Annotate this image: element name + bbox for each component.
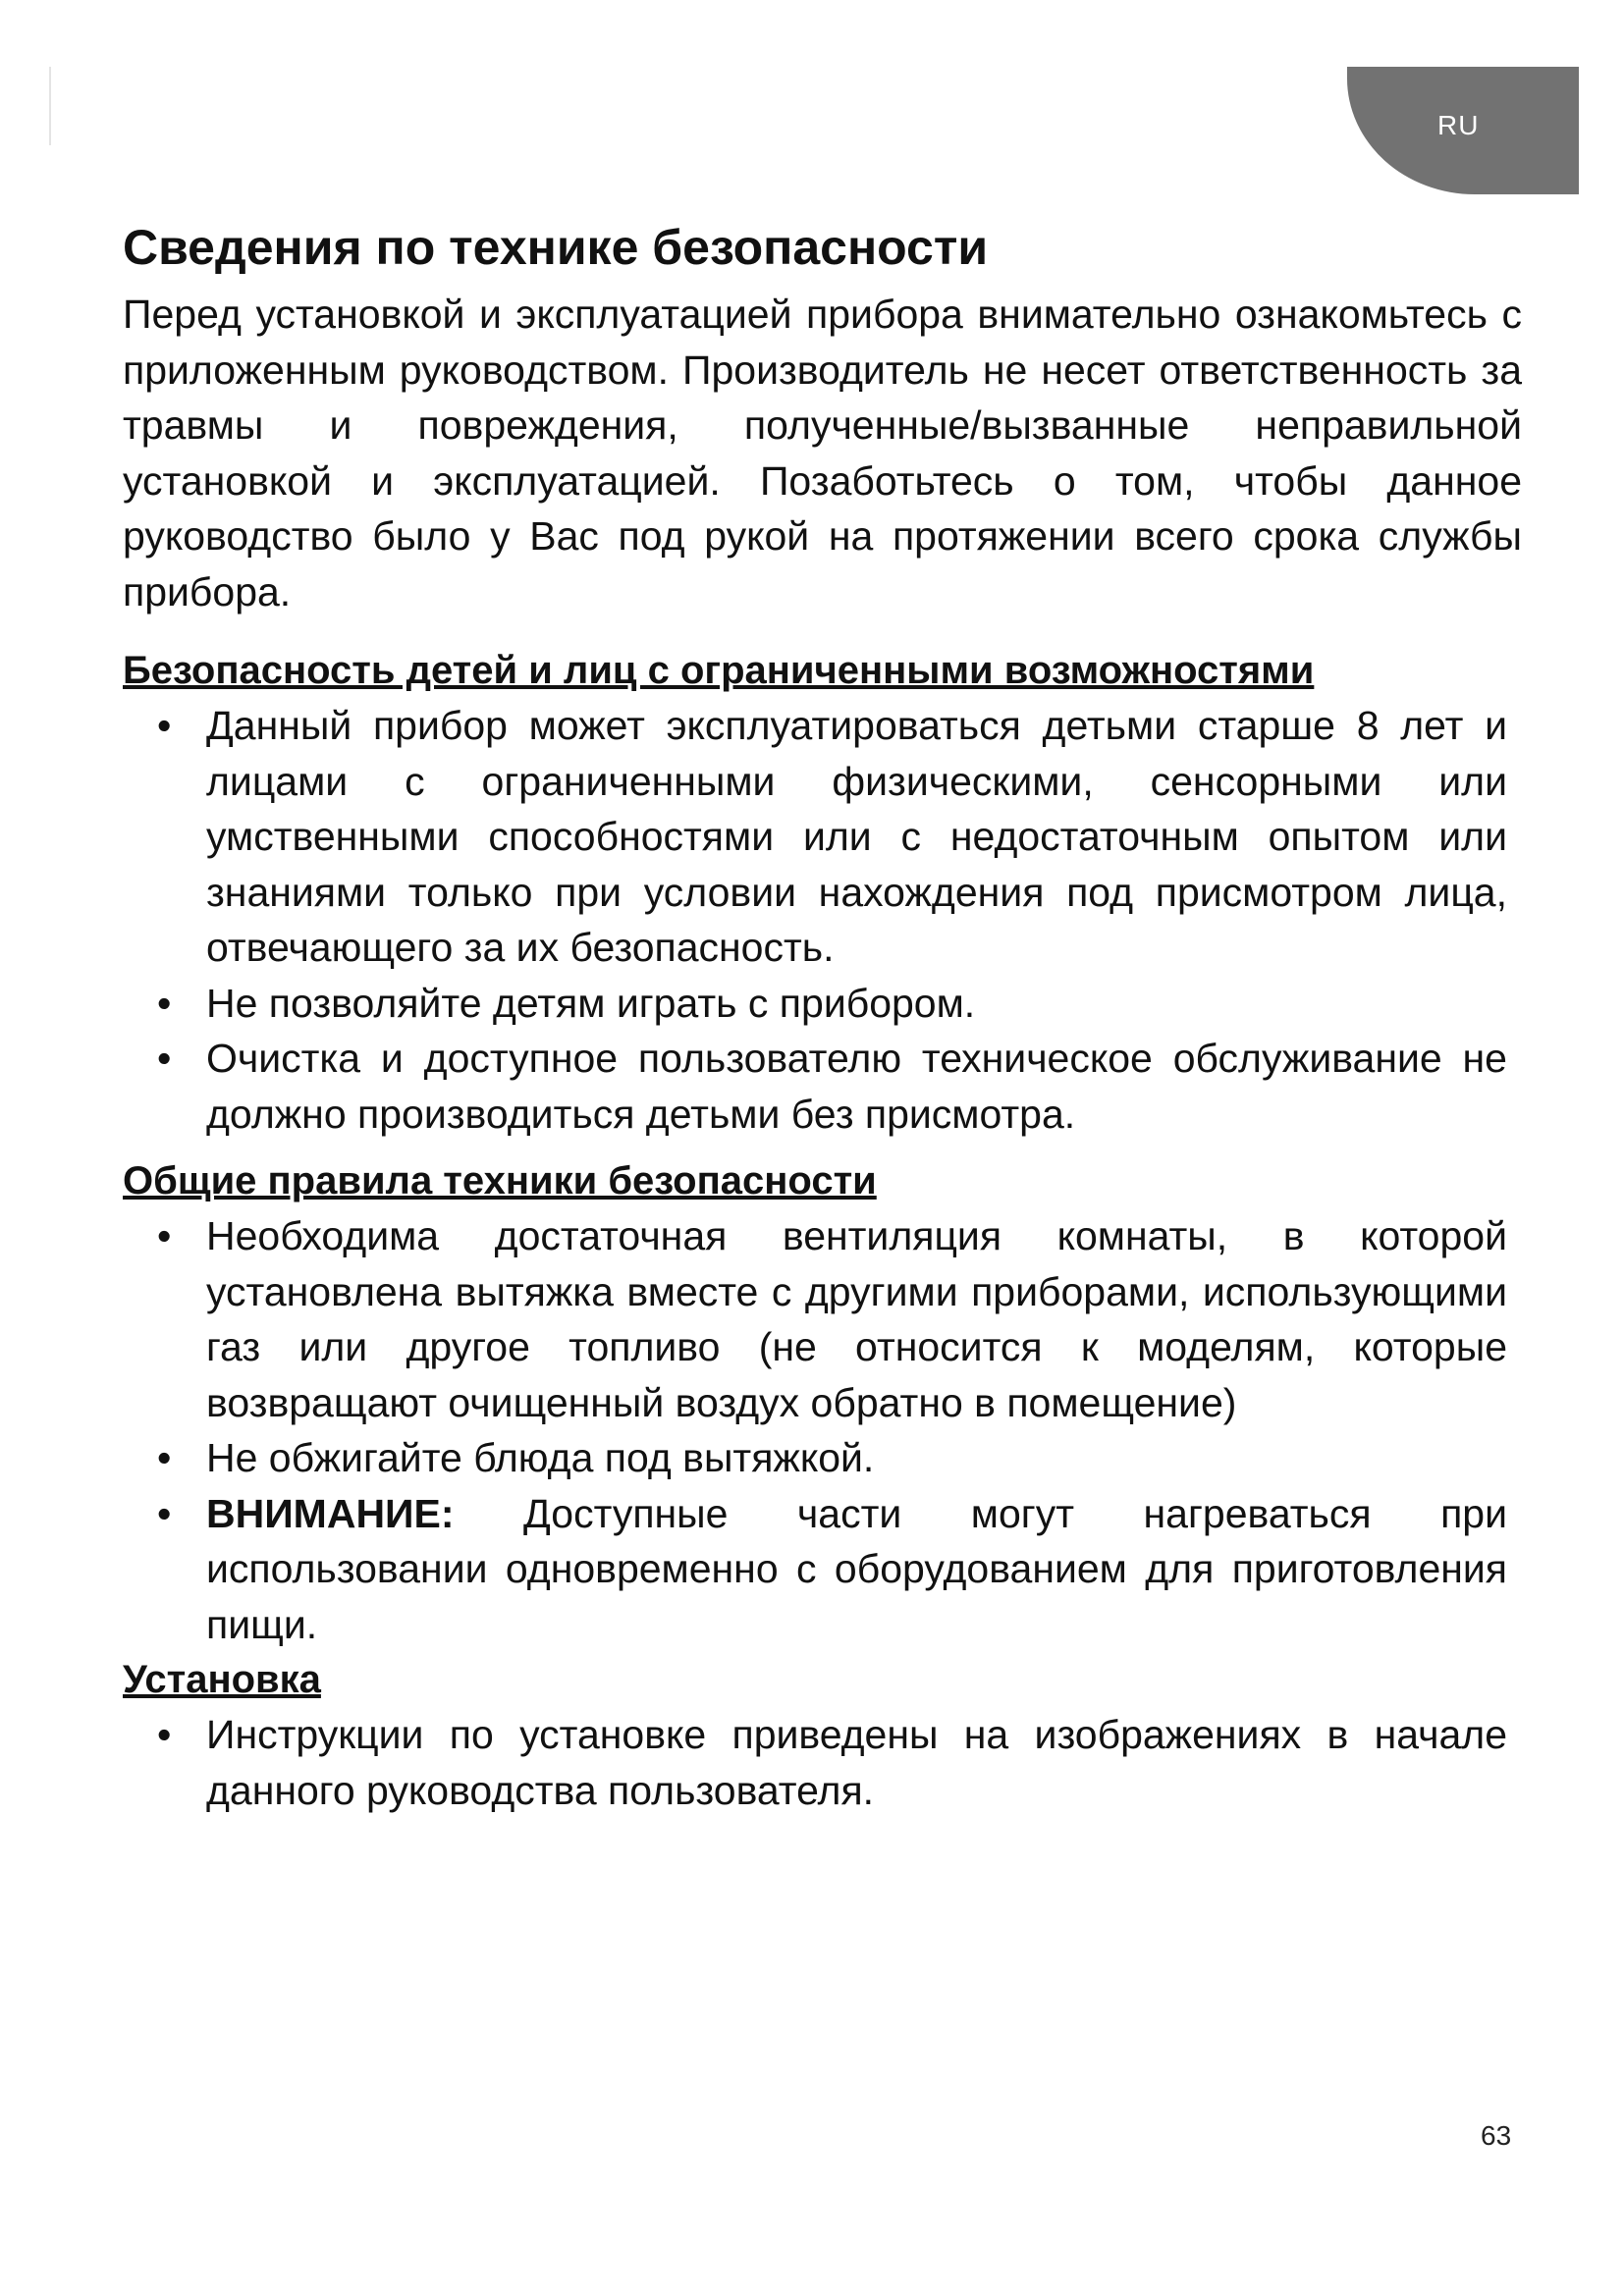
list-item-text: Не позволяйте детям играть с прибором. [206, 980, 976, 1026]
list-item-text: Очистка и доступное пользователю техническое обслуживание не должно производиться детьми без присмотра. [206, 1036, 1507, 1137]
warning-item [123, 1486, 1507, 1653]
bullet-icon: • [157, 1712, 172, 1757]
section-heading: Общие правила техники безопасности [123, 1159, 877, 1202]
intro-paragraph: Перед установкой и эксплуатацией прибора внимательно ознакомьтесь с приложенным руководством. Производитель не несет ответственность за травмы и повреждения, полученные/вызванные неправильной установкой и эксплуатацией. Позаботьтесь о том, чтобы данное руководство было у Вас под рукой на протяжении всего срока службы прибора. [123, 292, 1522, 614]
margin-mark [49, 67, 51, 145]
list-item [123, 1430, 1507, 1486]
bullet-icon: • [157, 703, 172, 748]
list-item [123, 698, 1507, 976]
warning-label: ВНИМАНИЕ: [206, 1490, 455, 1536]
bullet-list [123, 698, 1522, 1142]
bullet-icon: • [157, 980, 172, 1026]
list-item-text: Необходима достаточная вентиляция комнаты, в которой установлена вытяжка вместе с другими приборами, использующими газ или другое топливо (не относится к моделям, которые возвращают очищенный воздух обратно в помещение) [206, 1213, 1507, 1425]
list-item [123, 1707, 1507, 1818]
section-installation [123, 1652, 1522, 1818]
section-heading: Установка [123, 1658, 321, 1701]
bullet-list [123, 1707, 1522, 1818]
page-title: Сведения по технике безопасности [123, 220, 989, 275]
list-item-text: Данный прибор может эксплуатироваться детьми старше 8 лет и лицами с ограниченными физическими, сенсорными или умственными способностями или с недостаточным опытом или знаниями только при условии нахождения под присмотром лица, отвечающего за их безопасность. [206, 703, 1507, 970]
language-tab [1347, 67, 1579, 194]
list-item [123, 976, 1507, 1032]
section-children-safety [123, 643, 1522, 1142]
list-item-text: Не обжигайте блюда под вытяжкой. [206, 1435, 875, 1480]
list-item-text: Инструкции по установке приведены на изображениях в начале данного руководства пользователя. [206, 1712, 1507, 1813]
bullet-icon: • [157, 1435, 172, 1480]
section-heading: Безопасность детей и лиц с ограниченными возможностями [123, 649, 1315, 692]
language-label: RU [1437, 110, 1480, 140]
list-item [123, 1208, 1507, 1430]
section-general-safety [123, 1153, 1522, 1652]
page-number: 63 [1481, 2120, 1512, 2151]
warning-text: Доступные части могут нагреваться при использовании одновременно с оборудованием для приготовления пищи. [206, 1490, 1507, 1647]
document-page [123, 214, 1522, 1818]
bullet-list [123, 1208, 1522, 1652]
bullet-icon: • [157, 1213, 172, 1258]
bullet-icon: • [157, 1036, 172, 1081]
list-item [123, 1031, 1507, 1142]
bullet-icon: • [157, 1490, 172, 1536]
